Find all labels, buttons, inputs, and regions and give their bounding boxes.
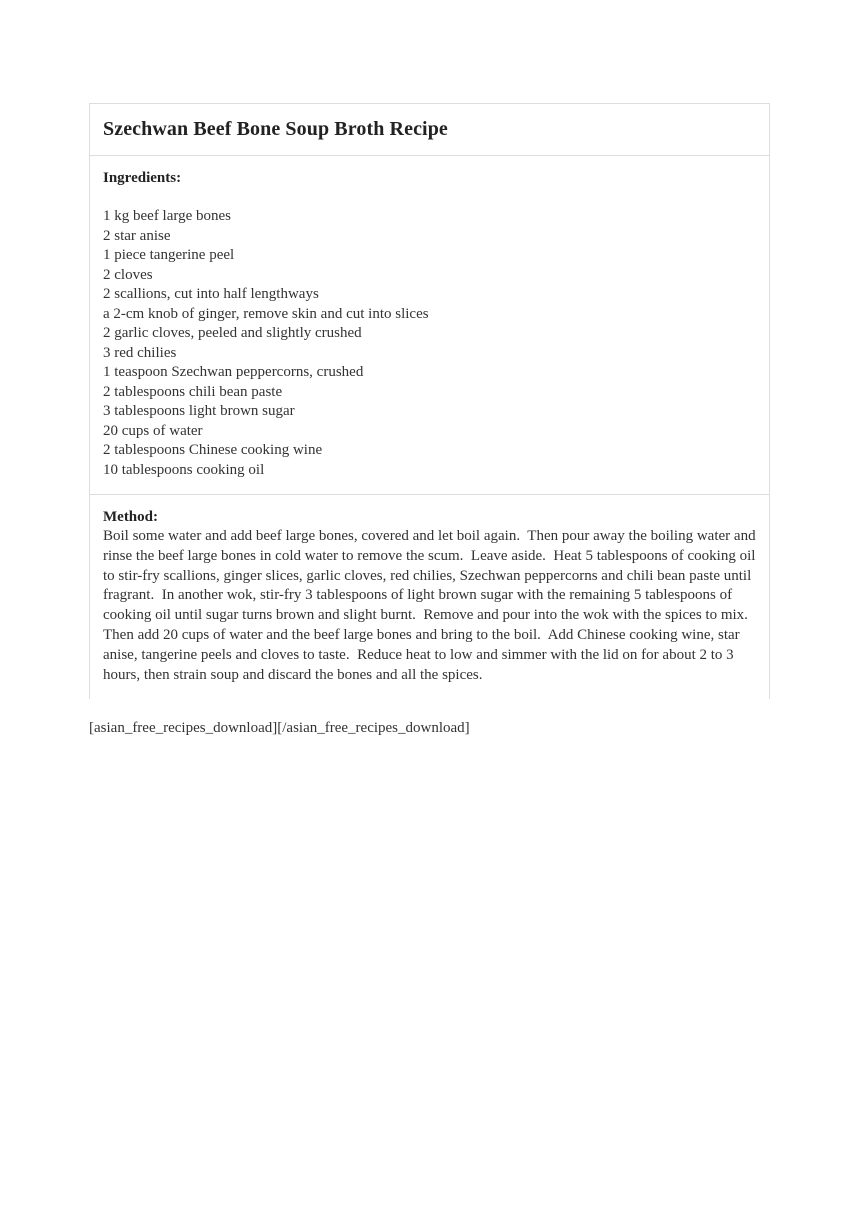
list-item: 20 cups of water <box>103 422 203 439</box>
list-item: 2 tablespoons Chinese cooking wine <box>103 442 323 458</box>
ingredient-list <box>103 207 756 480</box>
list-item: 1 piece tangerine peel <box>103 247 235 263</box>
recipe-title-row <box>90 104 770 156</box>
list-item: 1 teaspoon Szechwan peppercorns, crushed <box>103 364 364 380</box>
footer-shortcode-text: [asian_free_recipes_download][/asian_free_recipes_download] <box>89 720 470 736</box>
ingredients-row <box>90 156 770 495</box>
list-item: 10 tablespoons cooking oil <box>103 461 265 478</box>
list-item: 2 tablespoons chili bean paste <box>103 383 283 400</box>
method-heading: Method: <box>103 509 158 525</box>
method-cell-inner <box>90 495 769 699</box>
ingredients-cell <box>90 156 770 495</box>
recipe-table <box>89 103 770 699</box>
ingredients-cell-inner <box>90 156 769 494</box>
list-item: 2 garlic cloves, peeled and slightly crushed <box>103 325 362 341</box>
recipe-title-cell <box>90 104 770 156</box>
method-row <box>90 495 770 700</box>
list-item: 2 star anise <box>103 227 171 244</box>
ingredients-spacer <box>103 188 756 207</box>
list-item: 2 scallions, cut into half lengthways <box>103 286 319 302</box>
method-body-text: Boil some water and add beef large bones, covered and let boil again. Then pour away the boiling water and rinse the beef large bones in cold water to remove the scum. Leave aside. Heat 5 tablespoons of cooking oil to stir-fry scallions, ginger slices, garlic cloves, red chilies, Szechwan peppercorns and chili bean paste until fragrant. In another wok, stir-fry 3 tablespoons of light brown sugar with the remaining 5 tablespoons of cooking oil until sugar turns brown and slight burnt. Remove and pour into the wok with the spices to mix. Then add 20 cups of water and the beef large bones and bring to the boil. Add Chinese cooking wine, star anise, tangerine peels and cloves to taste. Reduce heat to low and simmer with the lid on for about 2 to 3 hours, then strain soup and discard the bones and all the spices. <box>103 528 760 683</box>
list-item: 2 cloves <box>103 266 153 283</box>
list-item: a 2-cm knob of ginger, remove skin and cut into slices <box>103 305 429 322</box>
recipe-title-cell-inner <box>90 104 769 155</box>
list-item: 3 red chilies <box>103 344 177 361</box>
page-title: Szechwan Beef Bone Soup Broth Recipe <box>103 118 448 140</box>
method-cell <box>90 495 770 700</box>
ingredients-heading: Ingredients: <box>103 170 182 186</box>
list-item: 3 tablespoons light brown sugar <box>103 403 295 419</box>
list-item: 1 kg beef large bones <box>103 208 232 224</box>
